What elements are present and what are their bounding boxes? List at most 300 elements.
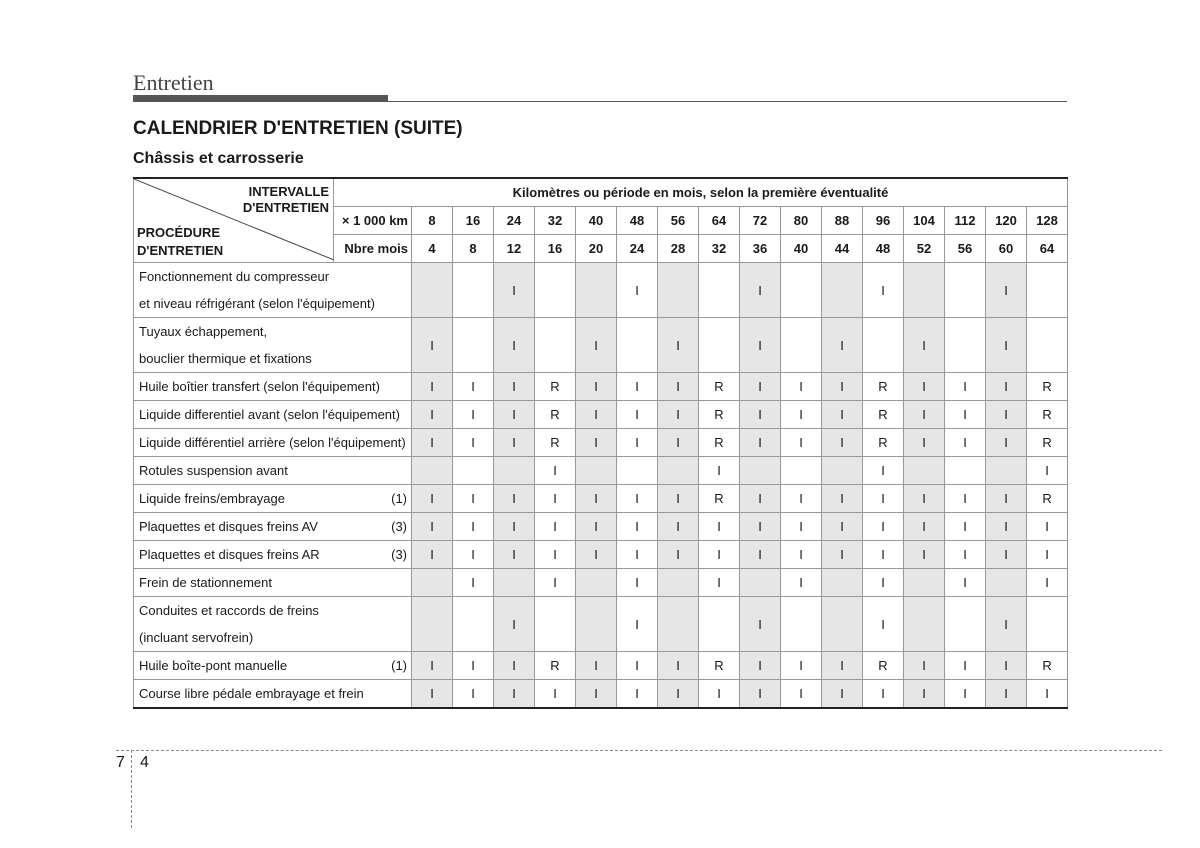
schedule-cell: [822, 457, 863, 485]
procedure-text: Plaquettes et disques freins AR: [139, 547, 320, 562]
km-header-cell: 16: [453, 207, 494, 235]
table-row: [134, 485, 1068, 513]
schedule-cell: I: [535, 485, 576, 513]
schedule-cell: I: [494, 429, 535, 457]
schedule-cell: I: [658, 318, 699, 373]
procedure-text: Conduites et raccords de freins: [139, 603, 319, 618]
footnote-ref: (3): [391, 519, 407, 534]
schedule-cell: I: [986, 652, 1027, 680]
procedure-text: bouclier thermique et fixations: [139, 351, 312, 366]
schedule-cell: I: [576, 680, 617, 709]
schedule-cell: I: [412, 401, 453, 429]
schedule-cell: I: [453, 569, 494, 597]
schedule-cell: I: [863, 485, 904, 513]
months-header-cell: 60: [986, 235, 1027, 263]
interval-label: INTERVALLE D'ENTRETIEN: [242, 184, 329, 215]
schedule-cell: I: [535, 680, 576, 709]
schedule-cell: I: [453, 429, 494, 457]
footnote-ref: (1): [391, 491, 407, 506]
schedule-cell: I: [945, 485, 986, 513]
schedule-cell: I: [453, 401, 494, 429]
schedule-cell: I: [986, 541, 1027, 569]
schedule-cell: [740, 457, 781, 485]
months-header-cell: 40: [781, 235, 822, 263]
km-unit-label: × 1 000 km: [334, 207, 412, 235]
schedule-cell: I: [781, 569, 822, 597]
table-row: [134, 513, 1068, 541]
schedule-cell: [412, 457, 453, 485]
schedule-cell: I: [535, 541, 576, 569]
schedule-cell: [535, 263, 576, 318]
table-row: [134, 429, 1068, 457]
schedule-cell: I: [740, 373, 781, 401]
schedule-cell: I: [740, 652, 781, 680]
procedure-text: Huile boîtier transfert (selon l'équipement): [139, 379, 380, 394]
schedule-cell: R: [863, 652, 904, 680]
schedule-cell: I: [863, 513, 904, 541]
schedule-cell: I: [494, 318, 535, 373]
procedure-cell: [134, 263, 412, 318]
schedule-cell: I: [945, 569, 986, 597]
procedure-text: et niveau réfrigérant (selon l'équipement): [139, 296, 375, 311]
footer-dashed-divider: [131, 750, 132, 828]
schedule-cell: [699, 597, 740, 652]
schedule-cell: [986, 569, 1027, 597]
schedule-cell: I: [740, 513, 781, 541]
schedule-cell: [945, 457, 986, 485]
km-header-cell: 96: [863, 207, 904, 235]
schedule-cell: I: [453, 373, 494, 401]
procedure-text: Liquide différentiel arrière (selon l'équipement): [139, 435, 406, 450]
maintenance-table: [133, 177, 1068, 709]
km-header-cell: 104: [904, 207, 945, 235]
schedule-cell: I: [617, 401, 658, 429]
schedule-cell: R: [1027, 429, 1068, 457]
schedule-cell: I: [781, 401, 822, 429]
schedule-cell: I: [412, 485, 453, 513]
km-header-cell: 128: [1027, 207, 1068, 235]
schedule-cell: I: [781, 680, 822, 709]
schedule-cell: I: [863, 457, 904, 485]
procedure-cell: [134, 485, 412, 513]
schedule-cell: I: [822, 541, 863, 569]
schedule-cell: I: [412, 513, 453, 541]
chapter-number: 7: [116, 754, 125, 771]
schedule-cell: I: [576, 541, 617, 569]
table-row: [134, 680, 1068, 709]
schedule-cell: I: [617, 569, 658, 597]
schedule-cell: I: [699, 513, 740, 541]
table-row: [134, 401, 1068, 429]
schedule-cell: I: [904, 318, 945, 373]
table-row: [134, 263, 1068, 318]
schedule-cell: I: [494, 513, 535, 541]
procedure-cell: [134, 373, 412, 401]
schedule-cell: I: [617, 513, 658, 541]
schedule-cell: I: [945, 429, 986, 457]
schedule-cell: I: [412, 680, 453, 709]
schedule-cell: I: [576, 429, 617, 457]
header-rule: [388, 101, 1067, 102]
months-header-cell: 32: [699, 235, 740, 263]
schedule-cell: I: [822, 401, 863, 429]
months-header-cell: 12: [494, 235, 535, 263]
table-row: [134, 569, 1068, 597]
schedule-cell: I: [412, 429, 453, 457]
schedule-cell: I: [617, 429, 658, 457]
km-header-cell: 64: [699, 207, 740, 235]
schedule-cell: I: [822, 680, 863, 709]
schedule-cell: [412, 263, 453, 318]
schedule-cell: I: [699, 541, 740, 569]
table-row: [134, 541, 1068, 569]
procedure-text: Rotules suspension avant: [139, 463, 288, 478]
schedule-cell: I: [945, 513, 986, 541]
schedule-cell: [658, 597, 699, 652]
schedule-cell: [658, 569, 699, 597]
schedule-cell: [904, 457, 945, 485]
procedure-cell: [134, 429, 412, 457]
schedule-cell: R: [863, 429, 904, 457]
corner-header: [134, 178, 334, 263]
months-header-cell: 52: [904, 235, 945, 263]
schedule-cell: I: [740, 541, 781, 569]
schedule-cell: I: [1027, 569, 1068, 597]
schedule-cell: I: [904, 513, 945, 541]
schedule-cell: I: [494, 373, 535, 401]
schedule-cell: [945, 597, 986, 652]
schedule-cell: I: [658, 680, 699, 709]
schedule-cell: [617, 318, 658, 373]
page-title: CALENDRIER D'ENTRETIEN (SUITE): [133, 118, 463, 139]
km-header-cell: 48: [617, 207, 658, 235]
procedure-cell: [134, 513, 412, 541]
procedure-cell: [134, 318, 412, 373]
schedule-cell: I: [699, 457, 740, 485]
schedule-cell: I: [412, 652, 453, 680]
schedule-cell: I: [617, 541, 658, 569]
schedule-cell: I: [904, 373, 945, 401]
schedule-cell: R: [699, 373, 740, 401]
schedule-cell: [945, 318, 986, 373]
schedule-cell: I: [658, 652, 699, 680]
schedule-cell: I: [986, 597, 1027, 652]
schedule-cell: I: [781, 485, 822, 513]
schedule-cell: R: [699, 401, 740, 429]
schedule-cell: I: [494, 401, 535, 429]
schedule-cell: I: [617, 597, 658, 652]
schedule-cell: I: [576, 373, 617, 401]
km-header-cell: 8: [412, 207, 453, 235]
schedule-cell: I: [453, 652, 494, 680]
schedule-cell: I: [822, 485, 863, 513]
schedule-cell: R: [1027, 373, 1068, 401]
schedule-cell: [494, 569, 535, 597]
schedule-cell: R: [535, 429, 576, 457]
months-header-cell: 24: [617, 235, 658, 263]
months-header-cell: 16: [535, 235, 576, 263]
schedule-cell: I: [494, 541, 535, 569]
schedule-cell: I: [658, 401, 699, 429]
schedule-cell: I: [1027, 680, 1068, 709]
schedule-cell: I: [822, 318, 863, 373]
schedule-cell: [535, 597, 576, 652]
schedule-cell: [453, 318, 494, 373]
table-row: [134, 318, 1068, 373]
schedule-cell: I: [986, 263, 1027, 318]
schedule-cell: I: [781, 373, 822, 401]
schedule-cell: I: [822, 373, 863, 401]
schedule-cell: I: [494, 263, 535, 318]
schedule-cell: I: [617, 652, 658, 680]
schedule-cell: [781, 318, 822, 373]
schedule-cell: I: [1027, 541, 1068, 569]
section-subtitle: Châssis et carrosserie: [133, 150, 304, 167]
schedule-cell: R: [1027, 652, 1068, 680]
schedule-cell: I: [986, 318, 1027, 373]
procedure-text: (incluant servofrein): [139, 630, 254, 645]
schedule-cell: I: [494, 680, 535, 709]
procedure-cell: [134, 541, 412, 569]
schedule-cell: I: [740, 680, 781, 709]
schedule-cell: I: [904, 485, 945, 513]
schedule-cell: R: [535, 401, 576, 429]
schedule-cell: I: [945, 541, 986, 569]
schedule-cell: I: [576, 513, 617, 541]
schedule-cell: I: [781, 513, 822, 541]
schedule-cell: [904, 569, 945, 597]
schedule-cell: [822, 597, 863, 652]
schedule-cell: [576, 263, 617, 318]
schedule-cell: I: [781, 541, 822, 569]
schedule-cell: I: [740, 429, 781, 457]
schedule-cell: R: [863, 373, 904, 401]
schedule-cell: I: [658, 513, 699, 541]
procedure-text: Fonctionnement du compresseur: [139, 269, 330, 284]
schedule-cell: [699, 318, 740, 373]
schedule-cell: [658, 263, 699, 318]
schedule-cell: [740, 569, 781, 597]
schedule-cell: I: [740, 401, 781, 429]
page-index: 4: [140, 754, 149, 771]
km-header-cell: 24: [494, 207, 535, 235]
schedule-cell: I: [576, 401, 617, 429]
schedule-cell: I: [986, 429, 1027, 457]
schedule-cell: I: [535, 513, 576, 541]
schedule-cell: I: [535, 457, 576, 485]
schedule-cell: I: [904, 680, 945, 709]
schedule-cell: R: [699, 429, 740, 457]
footer-dashed-line: [116, 750, 1162, 751]
schedule-cell: I: [535, 569, 576, 597]
schedule-cell: I: [494, 597, 535, 652]
schedule-cell: I: [658, 429, 699, 457]
procedure-cell: [134, 652, 412, 680]
header-bar: [133, 95, 388, 102]
schedule-cell: I: [986, 401, 1027, 429]
schedule-cell: [904, 263, 945, 318]
km-header-cell: 32: [535, 207, 576, 235]
schedule-cell: I: [453, 680, 494, 709]
schedule-cell: I: [412, 541, 453, 569]
table-row: [134, 597, 1068, 652]
procedure-cell: [134, 597, 412, 652]
km-header-cell: 120: [986, 207, 1027, 235]
procedure-cell: [134, 680, 412, 709]
schedule-cell: I: [863, 680, 904, 709]
schedule-cell: [1027, 263, 1068, 318]
months-header-cell: 36: [740, 235, 781, 263]
schedule-cell: [781, 263, 822, 318]
schedule-cell: I: [576, 485, 617, 513]
schedule-cell: I: [658, 541, 699, 569]
procedure-label: PROCÉDURE D'ENTRETIEN: [137, 225, 224, 258]
procedure-text: Frein de stationnement: [139, 575, 272, 590]
schedule-cell: I: [904, 401, 945, 429]
schedule-cell: R: [535, 373, 576, 401]
procedure-text: Liquide differentiel avant (selon l'équipement): [139, 407, 400, 422]
months-unit-label: Nbre mois: [334, 235, 412, 263]
schedule-cell: I: [576, 652, 617, 680]
schedule-cell: I: [617, 373, 658, 401]
schedule-cell: I: [822, 513, 863, 541]
km-header-cell: 40: [576, 207, 617, 235]
interval-span-header: Kilomètres ou période en mois, selon la première éventualité: [334, 178, 1068, 207]
months-header-cell: 20: [576, 235, 617, 263]
months-header-cell: 28: [658, 235, 699, 263]
schedule-cell: I: [699, 569, 740, 597]
months-header-cell: 4: [412, 235, 453, 263]
schedule-cell: I: [986, 680, 1027, 709]
schedule-cell: [658, 457, 699, 485]
schedule-cell: [576, 457, 617, 485]
schedule-cell: R: [863, 401, 904, 429]
months-header-cell: 64: [1027, 235, 1068, 263]
schedule-cell: R: [699, 485, 740, 513]
schedule-cell: I: [494, 652, 535, 680]
schedule-cell: I: [453, 485, 494, 513]
schedule-cell: [412, 597, 453, 652]
schedule-cell: I: [740, 263, 781, 318]
months-header-cell: 44: [822, 235, 863, 263]
schedule-cell: I: [576, 318, 617, 373]
schedule-cell: [576, 569, 617, 597]
schedule-cell: I: [699, 680, 740, 709]
schedule-cell: I: [617, 263, 658, 318]
schedule-cell: I: [863, 263, 904, 318]
procedure-cell: [134, 569, 412, 597]
schedule-cell: [986, 457, 1027, 485]
schedule-cell: I: [740, 485, 781, 513]
schedule-cell: I: [740, 318, 781, 373]
schedule-cell: [945, 263, 986, 318]
schedule-cell: I: [781, 429, 822, 457]
months-header-cell: 56: [945, 235, 986, 263]
schedule-cell: I: [781, 652, 822, 680]
schedule-cell: [453, 457, 494, 485]
schedule-cell: [617, 457, 658, 485]
schedule-cell: I: [740, 597, 781, 652]
schedule-cell: [453, 597, 494, 652]
schedule-cell: [576, 597, 617, 652]
schedule-cell: [699, 263, 740, 318]
procedure-text: Plaquettes et disques freins AV: [139, 519, 318, 534]
schedule-cell: I: [617, 680, 658, 709]
schedule-cell: I: [453, 541, 494, 569]
months-header-cell: 8: [453, 235, 494, 263]
schedule-cell: I: [945, 680, 986, 709]
schedule-cell: [1027, 318, 1068, 373]
km-header-cell: 88: [822, 207, 863, 235]
schedule-cell: R: [535, 652, 576, 680]
schedule-cell: [412, 569, 453, 597]
schedule-cell: I: [904, 652, 945, 680]
schedule-cell: I: [863, 569, 904, 597]
schedule-cell: I: [617, 485, 658, 513]
footnote-ref: (3): [391, 547, 407, 562]
schedule-cell: I: [945, 401, 986, 429]
schedule-cell: I: [904, 541, 945, 569]
procedure-cell: [134, 401, 412, 429]
schedule-cell: I: [822, 652, 863, 680]
procedure-text: Huile boîte-pont manuelle: [139, 658, 288, 673]
schedule-cell: I: [658, 485, 699, 513]
table-row: [134, 457, 1068, 485]
schedule-cell: [494, 457, 535, 485]
schedule-cell: I: [1027, 457, 1068, 485]
km-header-cell: 112: [945, 207, 986, 235]
schedule-cell: I: [412, 373, 453, 401]
schedule-cell: R: [699, 652, 740, 680]
procedure-text: Liquide freins/embrayage: [139, 491, 285, 506]
km-header-cell: 80: [781, 207, 822, 235]
procedure-cell: [134, 457, 412, 485]
schedule-cell: I: [863, 597, 904, 652]
table-row: [134, 373, 1068, 401]
schedule-cell: [1027, 597, 1068, 652]
procedure-text: Tuyaux échappement,: [139, 324, 268, 339]
schedule-cell: [863, 318, 904, 373]
schedule-cell: R: [1027, 485, 1068, 513]
schedule-cell: [781, 457, 822, 485]
schedule-cell: I: [453, 513, 494, 541]
schedule-cell: [822, 569, 863, 597]
schedule-cell: I: [945, 652, 986, 680]
section-header: Entretien: [133, 70, 214, 95]
schedule-cell: [781, 597, 822, 652]
table-row: [134, 652, 1068, 680]
schedule-cell: [535, 318, 576, 373]
schedule-cell: R: [1027, 401, 1068, 429]
schedule-cell: I: [904, 429, 945, 457]
schedule-cell: I: [945, 373, 986, 401]
schedule-cell: I: [986, 373, 1027, 401]
schedule-cell: I: [986, 485, 1027, 513]
procedure-text: Course libre pédale embrayage et frein: [139, 686, 364, 701]
schedule-cell: I: [822, 429, 863, 457]
months-header-cell: 48: [863, 235, 904, 263]
km-header-cell: 56: [658, 207, 699, 235]
schedule-cell: I: [412, 318, 453, 373]
km-header-cell: 72: [740, 207, 781, 235]
schedule-cell: I: [658, 373, 699, 401]
schedule-cell: [904, 597, 945, 652]
schedule-cell: [822, 263, 863, 318]
schedule-cell: [453, 263, 494, 318]
schedule-cell: I: [863, 541, 904, 569]
schedule-cell: I: [494, 485, 535, 513]
schedule-cell: I: [986, 513, 1027, 541]
